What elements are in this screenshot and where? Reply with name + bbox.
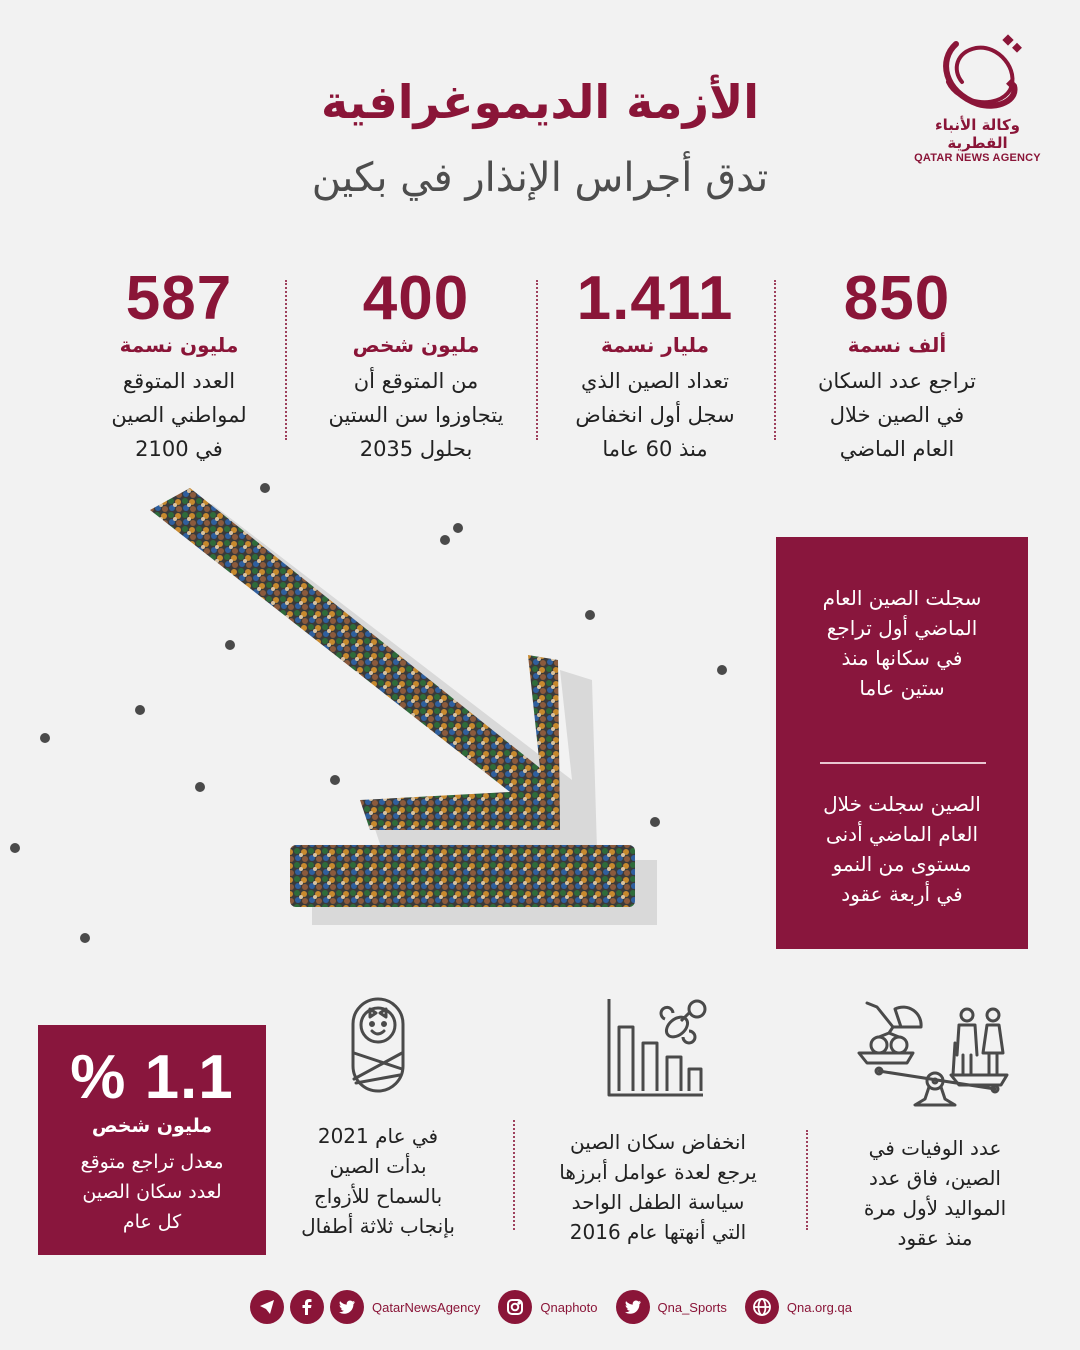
fact-text: عدد الوفيات في الصين، فاق عدد المواليد لأول مرة منذ عقود [863,1136,1007,1250]
page-subtitle: تدق أجراس الإنذار في بكين [311,155,769,201]
social-label-website[interactable]: Qna.org.qa [786,1299,852,1315]
fact-text: انخفاض سكان الصين يرجع لعدة عوامل أبرزها سياسة الطفل الواحد التي أنهتها عام 2016 [559,1130,757,1244]
stat-unit: مليون نسمة [119,333,239,357]
stat-over-sixty [301,264,531,466]
percent-description: معدل تراجع متوقع لعدد سكان الصين كل عام [80,1151,224,1233]
logo-name-arabic: وكالة الأنباء القطرية [935,116,1020,152]
stat-description: العدد المتوقع لمواطني الصين في 2100 [111,369,247,461]
percent-value: % 1.1 [70,1043,234,1112]
stat-description: تراجع عدد السكان في الصين خلال العام الماضي [817,369,977,461]
divider [806,1130,808,1230]
stat-description: تعداد الصين الذي سجل أول انخفاض منذ 60 عاما [575,369,735,461]
globe-icon[interactable] [745,1290,779,1324]
qna-logo [905,30,1050,164]
fact-three-child-policy [258,995,498,1241]
highlight-text-lowest-growth: الصين سجلت خلال العام الماضي أدنى مستوى من النمو في أربعة عقود [823,792,981,906]
stat-value: 587 [125,264,233,333]
stat-unit: ألف نسمة [847,333,947,357]
highlight-box [776,537,1028,949]
qna-emblem-icon [928,30,1028,114]
box-divider [820,762,986,764]
stat-value: 850 [843,264,951,333]
fact-one-child-policy [538,995,778,1247]
highlight-text-first-decline: سجلت الصين العام الماضي أول تراجع في سكانها منذ ستين عاما [822,586,982,700]
twitter-icon[interactable] [330,1290,364,1324]
annual-decline-box [38,1025,266,1255]
stat-unit: مليون شخص [352,333,480,357]
divider [513,1120,515,1230]
scale-births-deaths-icon [855,995,1015,1111]
stat-unit: مليار نسمة [600,333,710,357]
logo-name-english: QATAR NEWS AGENCY [914,152,1041,164]
divider [774,280,776,440]
social-label-qnaphoto[interactable]: Qnaphoto [540,1299,598,1315]
stat-description: من المتوقع أن يتجاوزوا سن الستين بحلول 2035 [328,369,504,461]
social-label-qna-sports[interactable]: Qna_Sports [657,1299,727,1315]
percent-unit: مليون شخص [91,1115,213,1137]
twitter-icon[interactable] [616,1290,650,1324]
stat-population-decline [782,264,1012,466]
social-label-qatarnewsagency[interactable]: QatarNewsAgency [372,1299,481,1315]
social-footer [250,1288,864,1326]
divider [536,280,538,440]
facebook-icon[interactable] [290,1290,324,1324]
stat-projected-2100 [64,264,294,466]
instagram-icon[interactable] [498,1290,532,1324]
stat-value: 400 [362,264,470,333]
fact-text: في عام 2021 بدأت الصين بالسماح للأزواج بإنجاب ثلاثة أطفال [301,1124,455,1238]
fact-deaths-exceed-births [815,995,1055,1253]
stat-value: 1.411 [576,264,734,333]
declining-bar-chart-pacifier-icon [603,995,713,1099]
crowd-down-arrow-illustration [0,470,760,990]
telegram-icon[interactable] [250,1290,284,1324]
page-title: الأزمة الديموغرافية [320,75,760,129]
stat-total-population [540,264,770,466]
swaddled-baby-icon [348,995,408,1095]
